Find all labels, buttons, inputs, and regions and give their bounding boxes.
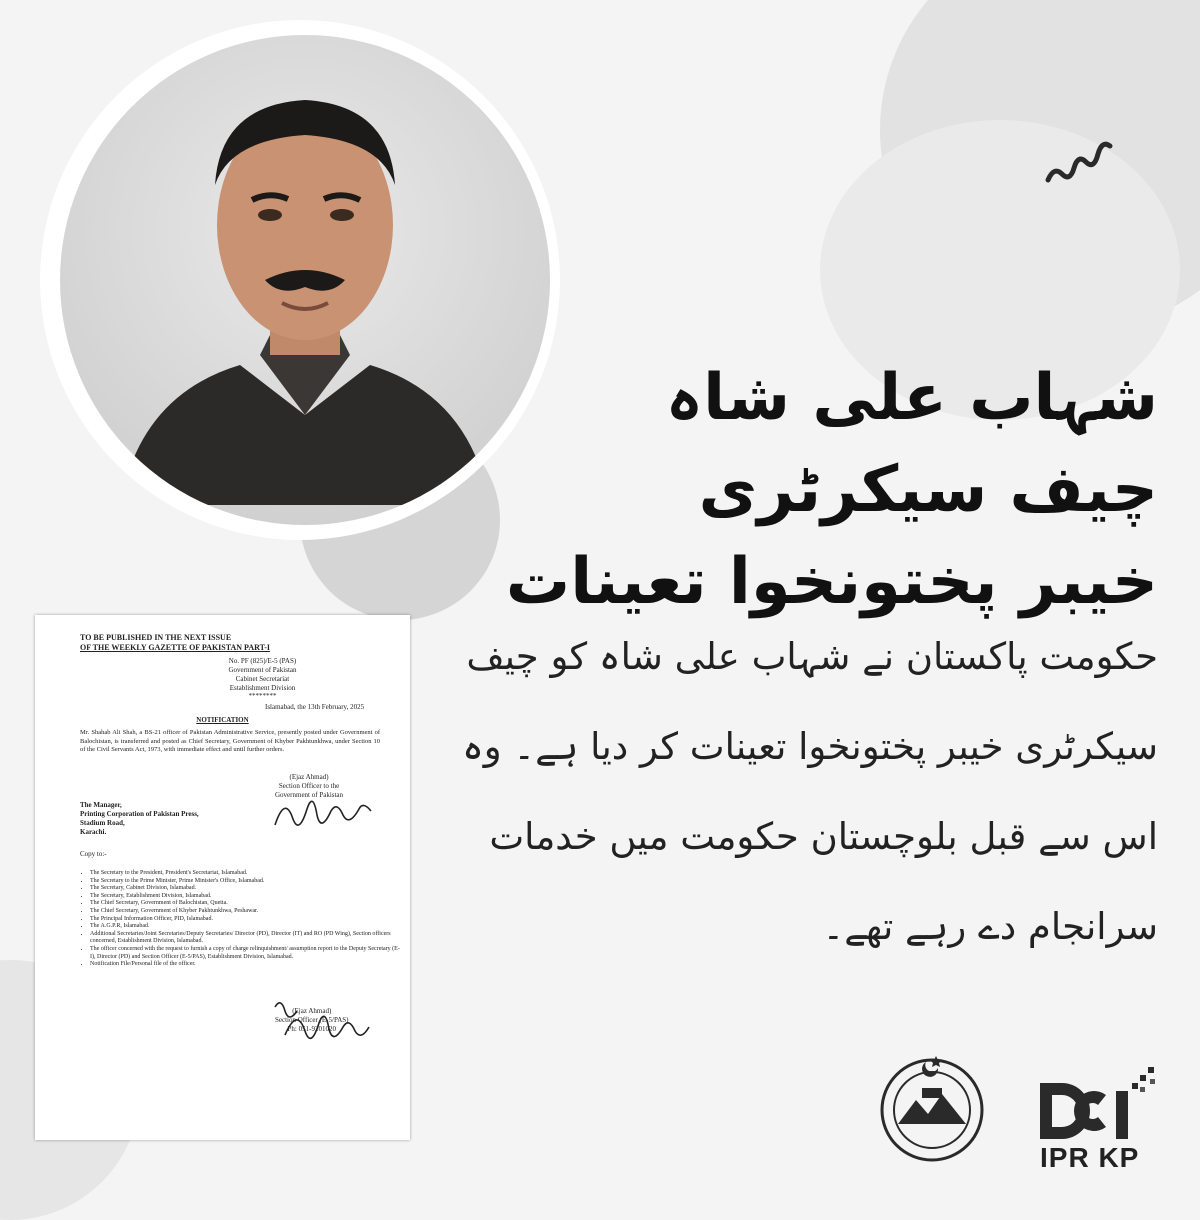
ipr-kp-logo <box>1030 1050 1165 1180</box>
copy-to-item: • The Principal Information Officer, PID, Islamabad. <box>90 916 400 924</box>
body-line-4: سرانجام دے رہے تھے۔ <box>822 905 1158 948</box>
copy-to-list <box>80 870 400 969</box>
copy-to-item: • The Secretary to the President, President's Secretariat, Islamabad. <box>90 870 400 878</box>
publish-heading: TO BE PUBLISHED IN THE NEXT ISSUE OF THE WEEKLY GAZETTE OF PAKISTAN PART-I <box>80 633 270 652</box>
copy-to-item: • Additional Secretaries/Joint Secretaries/Deputy Secretaries/ Director (PD), Director (IT) and RO (PD Wing), Section officers concerned, Establishment Division, Islamabad. <box>90 931 400 946</box>
signature-2-icon <box>265 995 385 1065</box>
body-line-3: اس سے قبل بلوچستان حکومت میں خدمات <box>489 815 1158 858</box>
separator-stars: ******** <box>248 692 277 700</box>
signature-icon <box>270 787 380 835</box>
notification-document <box>35 615 410 1140</box>
division-label: Establishment Division <box>229 684 296 692</box>
copy-to-item: • The A.G.P.R, Islamabad. <box>90 923 400 931</box>
ipr-kp-label: IPR KP <box>1040 1142 1140 1173</box>
notification-date: Islamabad, the 13th February, 2025 <box>265 703 365 711</box>
portrait-photo <box>60 35 550 525</box>
copy-to-item: • The Chief Secretary, Government of Balochistan, Quetta. <box>90 900 400 908</box>
copy-to-item: • The Secretary, Cabinet Division, Islamabad. <box>90 885 400 893</box>
headline <box>505 352 1158 628</box>
ref-number: No. PF (825)/E-5 (PAS) <box>228 657 297 665</box>
notification-title: NOTIFICATION <box>196 716 249 724</box>
copy-to-item: • The officer concerned with the request to furnish a copy of charge relinquishment/ assumption report to the Deputy Secretary (E-I), Director (PD) and Section Officer (E-5/PAS), Establishment Division, Islamabad. <box>90 946 400 961</box>
body-line-2: سیکرٹری خیبر پختونخوا تعینات کر دیا ہے۔ وہ <box>462 725 1158 768</box>
headline-designation: چیف سیکرٹری <box>698 453 1158 527</box>
govt-label: Government of Pakistan <box>228 666 297 674</box>
squiggle-decoration-icon <box>1040 110 1120 190</box>
signatory2-block: (Ejaz Ahmad) Section Officer (E-5/PAS) Ph: 051-9201020 <box>275 1007 349 1033</box>
copy-to-item: • The Secretary to the Prime Minister, Prime Minister's Office, Islamabad. <box>90 878 400 886</box>
body-line-1: حکومت پاکستان نے شہاب علی شاہ کو چیف <box>466 635 1158 678</box>
copy-to-item: • Notification File/Personal file of the officer. <box>90 961 400 969</box>
headline-name: شہاب علی شاہ <box>665 361 1158 435</box>
person-portrait-icon <box>60 35 550 525</box>
ipr-dci-mark-icon <box>1040 1065 1160 1145</box>
copy-to-label: Copy to:- <box>80 850 107 858</box>
notification-paragraph: Mr. Shahab Ali Shah, a BS-21 officer of Pakistan Administrative Service, presently posted under Government of Balochistan, is transferred and posted as Chief Secretary, Government of Khyber Pakhtunkhwa, under Section 10 of the Civil Servants Act, 1973, with immediate effect and until further orders. <box>80 729 380 753</box>
signatory-block: (Ejaz Ahmad) Section Officer to the Government of Pakistan <box>275 773 344 799</box>
headline-province: خیبر پختونخوا تعینات <box>505 545 1158 619</box>
copy-to-item: • The Secretary, Establishment Division, Islamabad. <box>90 893 400 901</box>
secretariat-label: Cabinet Secretariat <box>235 675 290 683</box>
copy-to-item: • The Chief Secretary, Government of Khyber Pakhtunkhwa, Peshawar. <box>90 908 400 916</box>
news-body <box>378 612 1158 972</box>
addressee-block: The Manager, Printing Corporation of Pakistan Press, Stadium Road, Karachi. <box>80 801 199 836</box>
kp-government-seal-icon <box>872 1048 992 1168</box>
